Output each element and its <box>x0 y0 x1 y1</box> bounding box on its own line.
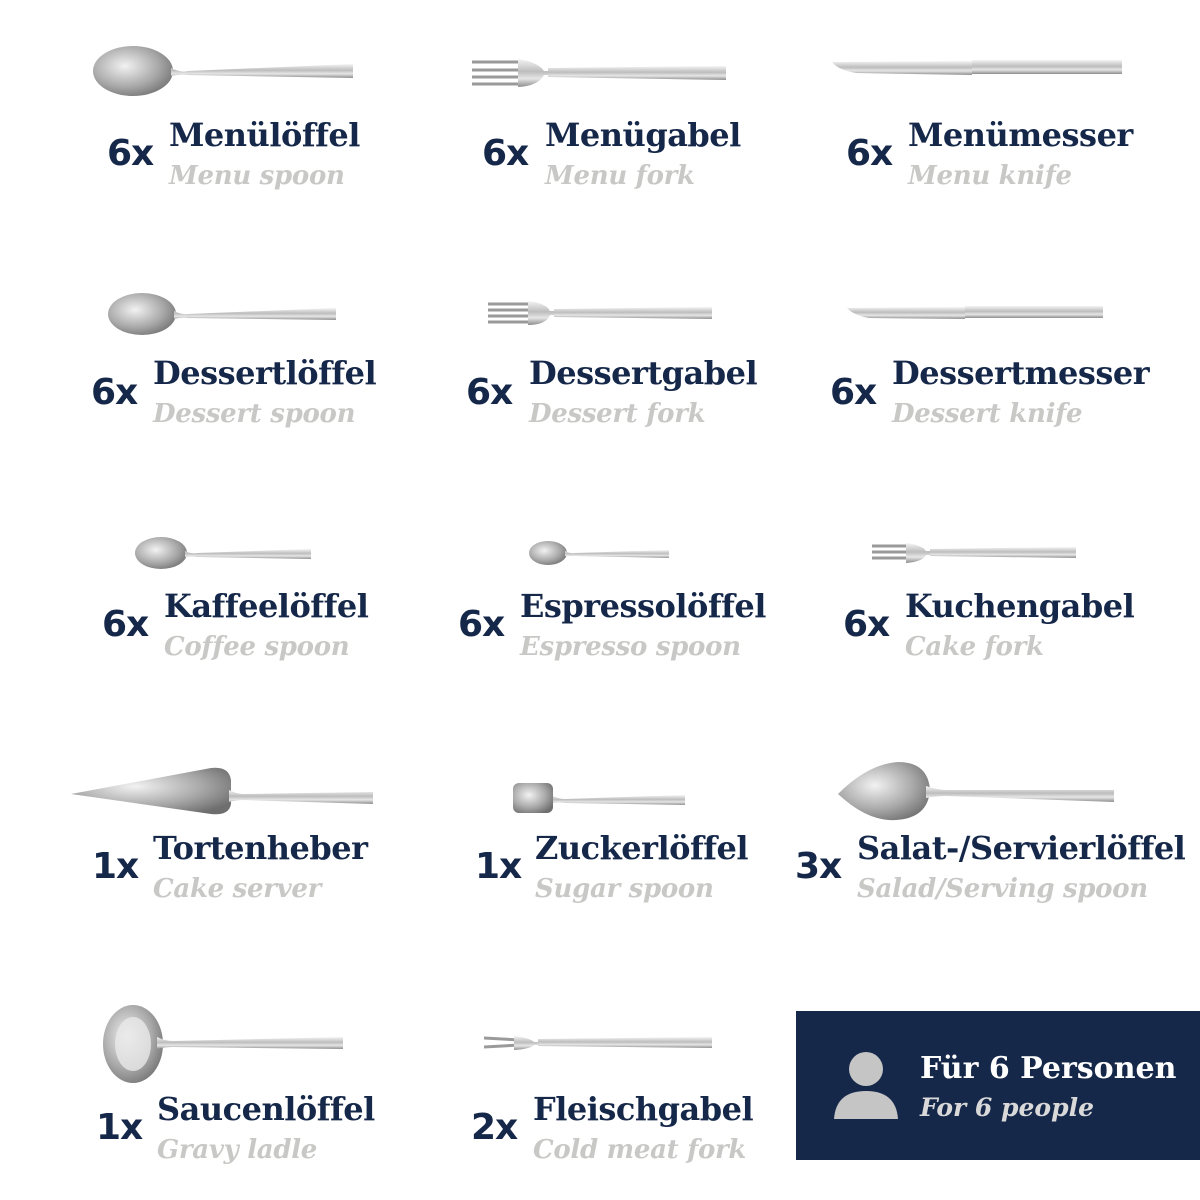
item-name-de: Dessertlöffel <box>153 354 377 392</box>
persons-badge <box>796 1011 1200 1160</box>
item-name-en: Coffee spoon <box>164 632 350 662</box>
item-name-en: Salad/Serving spoon <box>857 874 1148 904</box>
quantity-label: 6x <box>91 372 138 413</box>
meat-fork-icon <box>484 1033 714 1053</box>
item-name-en: Menu spoon <box>169 161 345 191</box>
item-name-en: Menu knife <box>908 161 1072 191</box>
serving-spoon-icon <box>838 760 1116 826</box>
quantity-label: 1x <box>96 1107 143 1148</box>
persons-title: Für 6 Personen <box>920 1051 1177 1086</box>
spoon-icon <box>529 540 671 568</box>
item-name-en: Dessert knife <box>892 399 1083 429</box>
fork-icon <box>488 298 714 328</box>
item-name-en: Sugar spoon <box>535 874 714 904</box>
knife-icon <box>847 304 1105 324</box>
quantity-label: 6x <box>843 604 890 645</box>
item-name-en: Cake server <box>153 874 322 904</box>
quantity-label: 6x <box>107 133 154 174</box>
item-name-de: Dessertmesser <box>892 354 1150 392</box>
item-name-de: Zuckerlöffel <box>535 829 749 867</box>
sugar-spoon-icon <box>513 781 687 817</box>
person-icon <box>834 1051 898 1121</box>
spoon-icon <box>93 44 355 100</box>
item-name-de: Tortenheber <box>153 829 368 867</box>
item-name-de: Kaffeelöffel <box>164 587 369 625</box>
ladle-icon <box>101 1003 345 1085</box>
quantity-label: 6x <box>458 604 505 645</box>
item-name-de: Menügabel <box>545 116 741 154</box>
item-name-de: Espressolöffel <box>520 587 766 625</box>
quantity-label: 6x <box>830 372 877 413</box>
quantity-label: 6x <box>482 133 529 174</box>
quantity-label: 2x <box>471 1107 518 1148</box>
item-name-en: Dessert fork <box>529 399 706 429</box>
spoon-icon <box>135 536 313 572</box>
persons-subtitle: For 6 people <box>920 1093 1094 1122</box>
item-name-en: Cold meat fork <box>533 1135 747 1165</box>
item-name-de: Salat-/Servierlöffel <box>857 829 1186 867</box>
item-name-de: Kuchengabel <box>905 587 1135 625</box>
quantity-label: 1x <box>475 846 522 887</box>
item-name-de: Menülöffel <box>169 116 360 154</box>
item-name-en: Menu fork <box>545 161 695 191</box>
spoon-icon <box>108 292 338 338</box>
knife-icon <box>832 58 1124 80</box>
cake-server-icon <box>71 766 375 818</box>
item-name-de: Menümesser <box>908 116 1133 154</box>
item-name-en: Dessert spoon <box>153 399 356 429</box>
item-name-en: Gravy ladle <box>157 1135 318 1165</box>
item-name-de: Saucenlöffel <box>157 1090 375 1128</box>
quantity-label: 6x <box>102 604 149 645</box>
fork-icon <box>872 541 1078 565</box>
quantity-label: 1x <box>92 846 139 887</box>
item-name-en: Espresso spoon <box>520 632 741 662</box>
item-name-de: Dessertgabel <box>529 354 758 392</box>
quantity-label: 6x <box>466 372 513 413</box>
item-name-de: Fleischgabel <box>533 1090 754 1128</box>
quantity-label: 3x <box>795 846 842 887</box>
item-name-en: Cake fork <box>905 632 1044 662</box>
quantity-label: 6x <box>846 133 893 174</box>
fork-icon <box>472 56 728 90</box>
